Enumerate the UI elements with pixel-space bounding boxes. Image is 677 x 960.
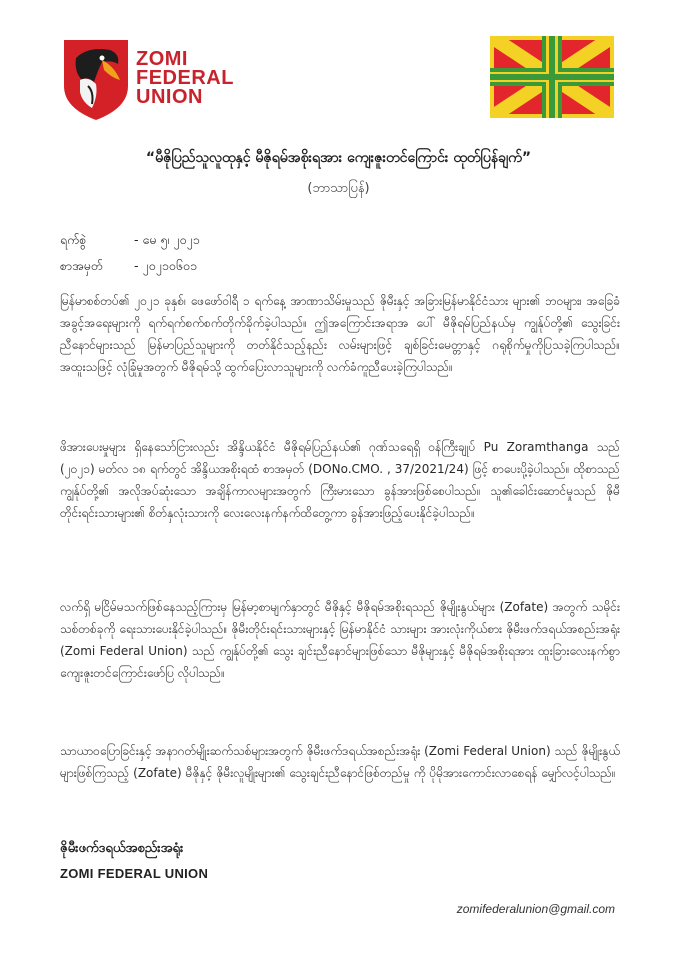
paragraph-1: မြန်မာစစ်တပ်၏ ၂၀၂၁ ခုနှစ်၊ ဖေဖော်ဝါရီ ၁ ရက်နေ့ အာဏာသိမ်းမှုသည် ဇိုမီးနှင့် အခြားမြန်မာနိုင်ငံသား များ၏ ဘဝများ၊ အခြေခံအခွင့်အရေးများကို ရက်ရက်စက်စက်တိုက်ခိုက်ခဲ့ပါသည်။ ဤအကြောင်းအရာအ ပေါ် မီဇိုရမ်ပြည်နယ်မှ ကျွန်ုပ်တို့၏ သွေးခြင်းညီနောင်များသည် မြန်မာပြည်သူများကို တတ်နိုင်သည့်နည်း လမ်းများဖြင့် ချစ်ခြင်းမေတ္တာနှင့် ဂရုစိုက်မှုကိုပြသခဲ့ကြပါသည်။ အထူးသဖြင့် လုံခြုံမှုအတွက် မီဇိုရမ်သို့ ထွက်ပြေးလာသူများကို လက်ခံကူညီပေးခဲ့ကြပါသည်။ bbox=[60, 294, 620, 374]
signature-english: ZOMI FEDERAL UNION bbox=[60, 866, 209, 881]
reference-label: စာအမှတ် bbox=[60, 258, 103, 273]
reference-line bbox=[60, 258, 197, 277]
logo-wordmark bbox=[136, 50, 234, 107]
date-value: - မေ ၅၊ ၂၀၂၁ bbox=[133, 232, 200, 247]
statement-title: “မီဇိုပြည်သူလူထုနှင့် မီဇိုရမ်အစိုးရအား ကျေးဇူးတင်ကြောင်း ထုတ်ပြန်ချက်” bbox=[145, 150, 532, 166]
signature-burmese: ဇိုမီးဖက်ဒရယ်အစည်းအရုံး bbox=[60, 841, 184, 856]
zfu-logo bbox=[58, 36, 258, 122]
paragraph-4: သာယာဝပြောခြင်းနှင့် အနာဂတ်မျိုးဆက်သစ်များအတွက် ဇိုမီးဖက်ဒရယ်အစည်းအရုံး (Zomi Federal Union) သည် ဇိုမျိုးနွယ်များဖြစ်ကြသည့် (Zofate) မီဇိုနှင့် ဇိုမီးလူမျိုးများ၏ သွေးချင်းညီနောင်ဖြစ်တည်မှု ကို ပိုမိုအားကောင်းလာစေရန် မျှော်လင့်ပါသည်။ bbox=[60, 744, 620, 780]
paragraph-2: ဖိအားပေးမှုများ ရှိနေသော်ငြားလည်း အိန္ဒိယနိုင်ငံ မီဇိုရမ်ပြည်နယ်၏ ဂုဏ်သရေရှိ ဝန်ကြီးချုပ် Pu Zoramthanga သည် (၂၀၂၁) မတ်လ ၁၈ ရက်တွင် အိန္ဒိယအစိုးရထံ စာအမှတ် (DONo.CMO. , 37/2021/24) ဖြင့် စာပေးပို့ခဲ့ပါသည်။ ထိုစာသည် ကျွန်ုပ်တို့၏ အလိုအပ်ဆုံးသော အချိန်ကာလများအတွက် ကြီးမားသော ခွန်အားဖြစ်စေပါသည်။ သူ၏ခေါင်းဆောင်မှုသည် ဇိုမီတိုင်းရင်းသားများ၏ စိတ်နှလုံးသားကို လေးလေးနက်နက်ထိတွေ့ကာ ခွန်အားဖြည့်ပေးနိုင်ခဲ့ပါသည်။ bbox=[60, 440, 620, 520]
logo-line-federal: FEDERAL bbox=[136, 67, 234, 89]
translation-note: (ဘာသာပြန်) bbox=[307, 181, 370, 196]
contact-email: zomifederalunion@gmail.com bbox=[456, 902, 615, 916]
logo-line-union: UNION bbox=[136, 86, 203, 108]
logo-line-zomi: ZOMI bbox=[136, 48, 188, 70]
hornbill-shield-icon bbox=[58, 36, 134, 122]
zomi-flag bbox=[490, 36, 614, 118]
date-line bbox=[60, 232, 200, 251]
reference-value: - ၂၀၂၁၀၆၀၁ bbox=[133, 258, 197, 273]
paragraph-3: လက်ရှိ မငြိမ်မသက်ဖြစ်နေသည့်ကြားမှ မြန်မာ့စာမျက်နှာတွင် မီဇိုနှင့် မီဇိုရမ်အစိုးရသည် ဇိုမျိုးနွယ်များ (Zofate) အတွက် သမိုင်းသစ်တစ်ခုကို ရေးသားပေးနိုင်ခဲ့ပါသည်။ ဇိုမီးတိုင်းရင်းသားများနှင့် မြန်မာနိုင်ငံ သားများ အားလုံးကိုယ်စား ဇိုမီးဖက်ဒရယ်အစည်းအရုံး (Zomi Federal Union) သည် ကျွန်ုပ်တို့၏ သွေး ချင်းညီနောင်များဖြစ်သော မီဇိုများနှင့် မီဇိုရမ်အစိုးရအား ထူးခြားလေးနက်စွာ ကျေးဇူးတင်ကြောင်းဖော်ပြ လိုပါသည်။ bbox=[60, 600, 620, 680]
date-label: ရက်စွဲ bbox=[60, 232, 87, 247]
